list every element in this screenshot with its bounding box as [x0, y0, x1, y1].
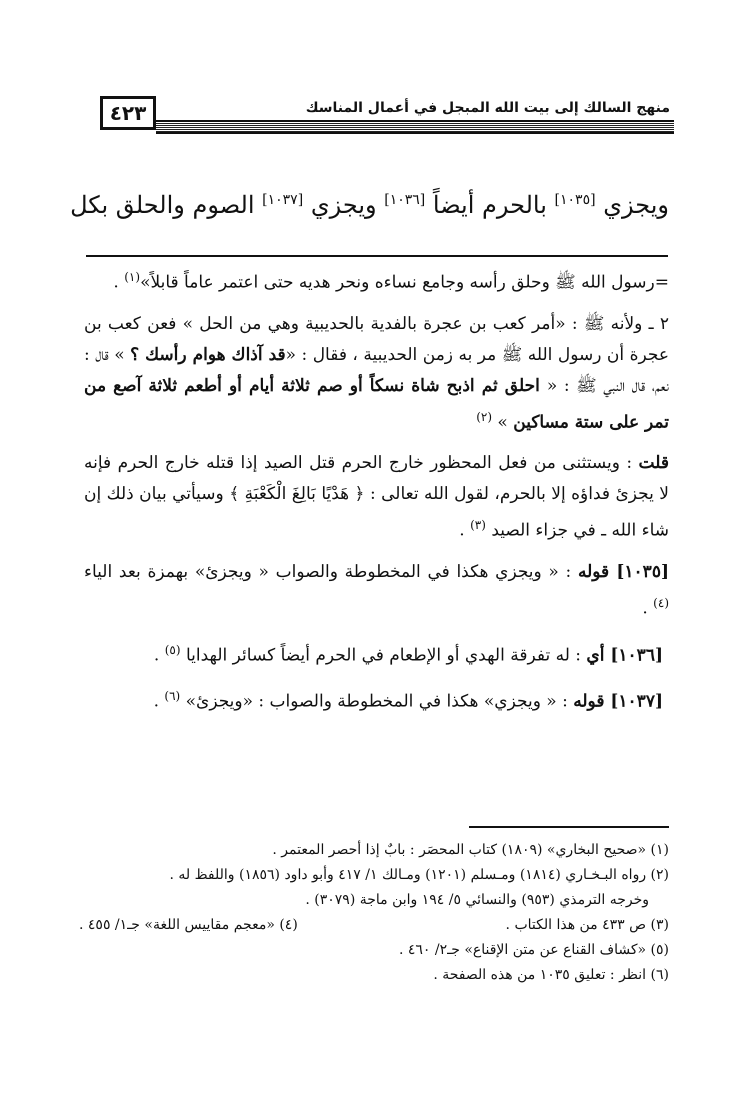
page-number: ٤٢٣	[100, 96, 156, 130]
note-1036	[84, 635, 669, 672]
matn-text-2: بالحرم أيضاً	[432, 191, 547, 219]
note-1036-text: : له تفرقة الهدي أو الإطعام في الحرم أيضاً كسائر الهدايا	[180, 645, 587, 666]
note-1035-label: [١٠٣٥] قوله	[577, 561, 669, 582]
note-1035-footnote-ref: (٤)	[653, 595, 669, 610]
commentary	[84, 262, 669, 728]
para-3-label: قلت	[638, 453, 669, 474]
para-3-end: .	[459, 520, 471, 541]
para-2-bold-2: احلق ثم اذبح شاة نسكاً أو صم ثلاثة أيام أو أطعم ثلاثة آصع من تمر على ستة مساكين	[84, 375, 669, 433]
note-1035-text: : « ويجزي هكذا في المخطوطة والصواب « ويجزئ» بهمزة بعد الياء	[84, 561, 578, 582]
footnote-3: (٣) ص ٤٣٣ من هذا الكتاب .	[505, 917, 669, 933]
footnote-6: (٦) انظر : تعليق ١٠٣٥ من هذه الصفحة .	[433, 967, 669, 983]
para-1	[84, 262, 669, 299]
note-1037-text: : « ويجزي» هكذا في المخطوطة والصواب : «ويجزئ»	[180, 691, 574, 712]
note-1036-end: .	[153, 645, 165, 666]
header-rule	[156, 120, 674, 134]
para-2-text-a: ٢ ـ ولأنه ﷺ : «أمر كعب بن عجرة بالفدية بالحديبية وهي من الحل » فعن كعب بن عجرة أن رسول الله ﷺ مر به زمن الحديبية ، فقال : «	[84, 313, 669, 365]
note-1037-footnote-ref: (٦)	[164, 689, 181, 704]
note-1035	[84, 557, 669, 625]
footnote-row-3-4	[79, 913, 669, 938]
matn-text-4: الصوم والحلق بكل	[70, 191, 255, 219]
footnote-divider	[469, 826, 669, 828]
note-1036-label: [١٠٣٦] أي	[586, 645, 663, 666]
para-1-end: .	[113, 272, 125, 293]
note-1037-label: [١٠٣٧] قوله	[573, 691, 663, 712]
page-header	[100, 96, 670, 134]
para-3-text: : ويستثنى من فعل المحظور خارج الحرم قتل الصيد إذا قتله خارج الحرم فإنه لا يجزئ فداؤه إلا بالحرم، لقول الله تعالى : ﴿ هَدْيًا بَالِغَ الْكَعْبَةِ ﴾ وسيأتي بيان ذلك إن شاء الله ـ في جزاء الصيد	[84, 453, 669, 541]
para-2	[84, 309, 669, 439]
matn-text-1: ويجزي	[603, 191, 669, 219]
para-3	[84, 448, 669, 547]
note-1037-end: .	[153, 691, 165, 712]
footnote-5: (٥) «كشاف القناع عن متن الإقناع» جـ٢/ ٤٦٠ .	[398, 942, 669, 958]
para-3-footnote-ref: (٣)	[470, 518, 486, 533]
footnotes	[79, 838, 669, 988]
footnote-1: (١) «صحيح البخاري» (١٨٠٩) كتاب المحصَر : بابٌ إذا أحصر المعتمر .	[272, 842, 669, 858]
matn-ref-1037: [١٠٣٧]	[262, 192, 304, 208]
footnote-4: (٤) «معجم مقاييس اللغة» جـ١/ ٤٥٥ .	[79, 917, 298, 933]
note-1035-end: .	[642, 598, 654, 619]
matn-ref-1036: [١٠٣٦]	[384, 192, 426, 208]
para-2-text-d: »	[492, 412, 514, 433]
para-1-text: =رسول الله ﷺ وحلق رأسه وجامع نساءه ونحر هديه حتى اعتمر عاماً قابلاً»	[140, 272, 669, 293]
matn-divider	[86, 255, 668, 257]
para-2-footnote-ref: (٢)	[476, 409, 493, 424]
para-1-footnote-ref: (١)	[124, 270, 141, 284]
matn-line	[69, 180, 669, 225]
note-1036-footnote-ref: (٥)	[164, 642, 181, 657]
matn-ref-1035: [١٠٣٥]	[554, 192, 596, 208]
footnote-2-continued: وخرجه الترمذي (٩٥٣) والنسائي ٥/ ١٩٤ وابن ماجة (٣٠٧٩) .	[305, 892, 649, 908]
note-1037	[84, 681, 669, 718]
footnote-2: (٢) رواه البـخـاري (١٨١٤) ومـسلم (١٢٠١) ومـالك ١/ ٤١٧ وأبو داود (١٨٥٦) واللفظ له .	[169, 867, 669, 883]
matn-text-3: ويجزي	[310, 191, 377, 219]
para-2-text-c: » قال : نعم، قال النبي ﷺ : «	[84, 344, 669, 396]
book-title: منهج السالك إلى بيت الله المبجل في أعمال المناسك	[305, 100, 670, 116]
para-2-bold-1: قد آذاك هوام رأسك ؟	[130, 344, 286, 365]
